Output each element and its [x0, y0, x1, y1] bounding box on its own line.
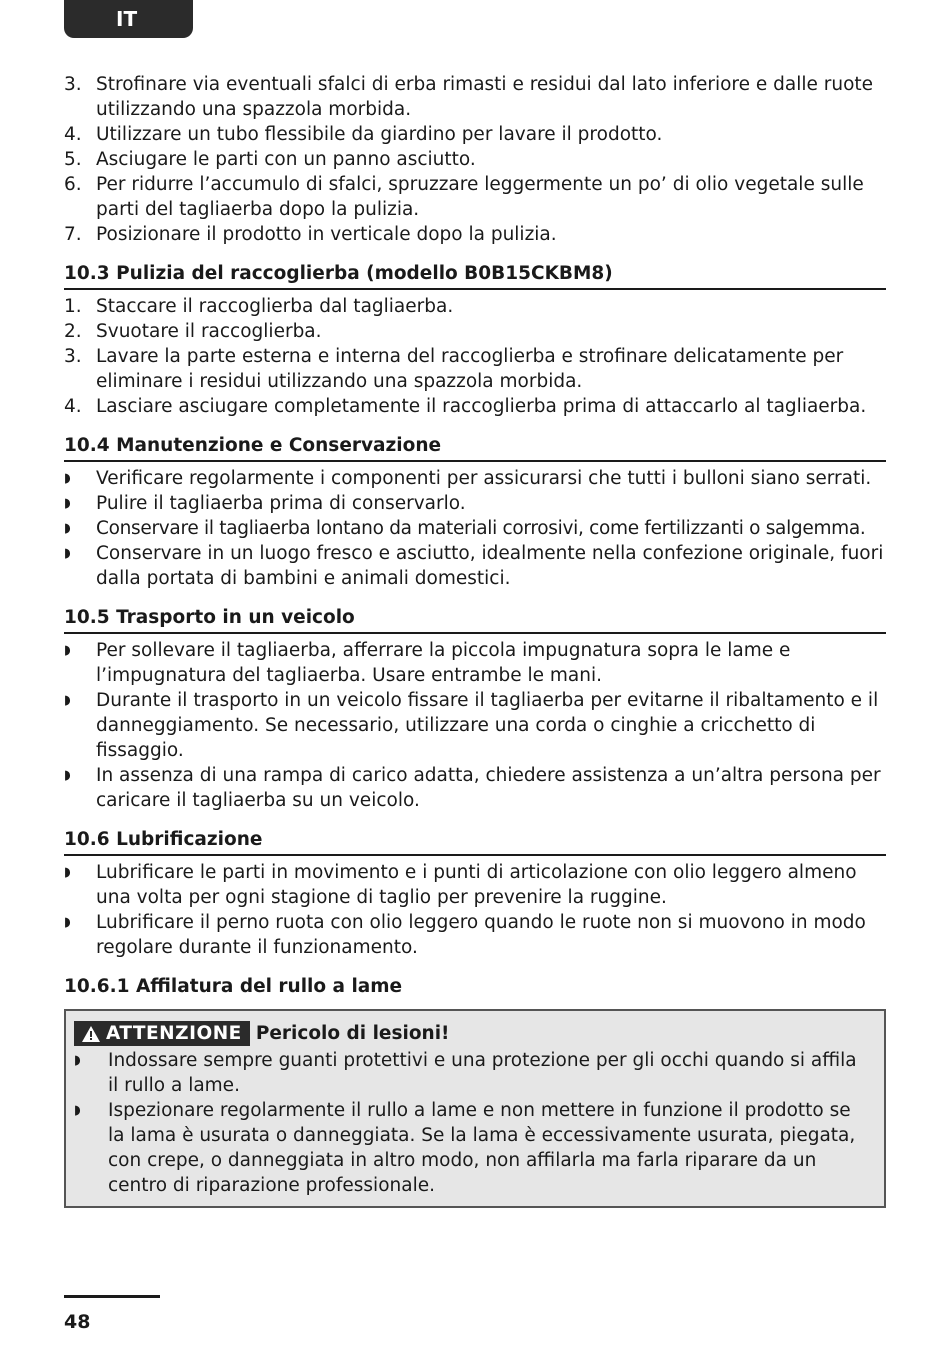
footer-rule — [64, 1295, 160, 1298]
list-item-text: Per sollevare il tagliaerba, afferrare la piccola impugnatura sopra le lame e l’impugnatura del tagliaerba. Usare entrambe le mani. — [96, 640, 791, 686]
list-number: 3. — [64, 346, 82, 367]
list-item — [64, 394, 886, 419]
warning-triangle-icon — [82, 1026, 100, 1042]
list-number: 1. — [64, 296, 82, 317]
list-item-text: Indossare sempre guanti protettivi e una protezione per gli occhi quando si affila il rullo a lame. — [108, 1050, 857, 1096]
list-item-text: Lubrificare il perno ruota con olio leggero quando le ruote non si muovono in modo regolare durante il funzionamento. — [96, 912, 866, 958]
list-item — [64, 122, 886, 147]
bullet-triangle-icon: ◗ — [64, 471, 71, 486]
list-item-text: Durante il trasporto in un veicolo fissare il tagliaerba per evitarne il ribaltamento e il danneggiamento. Se necessario, utilizzare una corda o cinghie a cricchetto di fissaggio. — [96, 690, 879, 761]
warning-header — [74, 1021, 870, 1046]
bullet-triangle-icon: ◗ — [64, 643, 71, 658]
list-item-text: Asciugare le parti con un panno asciutto. — [96, 149, 476, 170]
list-item-text: In assenza di una rampa di carico adatta, chiedere assistenza a un’altra persona per caricare il tagliaerba su un veicolo. — [96, 765, 881, 811]
list-number: 4. — [64, 396, 82, 417]
list-item — [64, 491, 886, 516]
section-10-3-list — [64, 294, 886, 419]
list-number: 3. — [64, 74, 82, 95]
list-item — [64, 541, 886, 591]
list-item — [64, 72, 886, 122]
section-10-4-list — [64, 466, 886, 591]
list-item-text: Posizionare il prodotto in verticale dopo la pulizia. — [96, 224, 557, 245]
cleaning-steps-list — [64, 72, 886, 247]
warning-title: Pericolo di lesioni! — [255, 1023, 450, 1044]
section-10-5-list — [64, 638, 886, 813]
bullet-triangle-icon: ◗ — [64, 915, 71, 930]
page-number: 48 — [64, 1311, 91, 1333]
list-number: 7. — [64, 224, 82, 245]
subsection-heading-10-6-1: 10.6.1 Affilatura del rullo a lame — [64, 976, 403, 997]
section-heading-10-4: 10.4 Manutenzione e Conservazione — [64, 433, 886, 462]
list-item-text: Verificare regolarmente i componenti per assicurarsi che tutti i bulloni siano serrati. — [96, 468, 872, 489]
list-item-text: Strofinare via eventuali sfalci di erba rimasti e residui dal lato inferiore e dalle ruote utilizzando una spazzola morbida. — [96, 74, 874, 120]
bullet-triangle-icon: ◗ — [64, 546, 71, 561]
list-item — [64, 688, 886, 763]
list-item — [64, 466, 886, 491]
list-item — [74, 1048, 870, 1098]
bullet-triangle-icon: ◗ — [74, 1053, 81, 1068]
section-heading-10-3: 10.3 Pulizia del raccoglierba (modello B0B15CKBM8) — [64, 261, 886, 290]
list-item — [64, 319, 886, 344]
page-content — [64, 72, 886, 1208]
list-item — [64, 344, 886, 394]
list-item-text: Lubrificare le parti in movimento e i punti di articolazione con olio leggero almeno una volta per ogni stagione di taglio per prevenire la ruggine. — [96, 862, 857, 908]
language-tab: IT — [64, 0, 193, 38]
list-item-text: Utilizzare un tubo flessibile da giardino per lavare il prodotto. — [96, 124, 663, 145]
list-item — [64, 860, 886, 910]
warning-label — [74, 1021, 250, 1046]
list-item-text: Svuotare il raccoglierba. — [96, 321, 322, 342]
list-item — [64, 147, 886, 172]
list-item-text: Conservare il tagliaerba lontano da materiali corrosivi, come fertilizzanti o salgemma. — [96, 518, 866, 539]
list-item-text: Ispezionare regolarmente il rullo a lame e non mettere in funzione il prodotto se la lama è usurata o danneggiata. Se la lama è eccessivamente usurata, piegata, con crepe, o danneggiata in altro modo, non affilarla ma farla riparare da un centro di riparazione professionale. — [108, 1100, 856, 1196]
bullet-triangle-icon: ◗ — [64, 693, 71, 708]
list-number: 6. — [64, 174, 82, 195]
list-item-text: Staccare il raccoglierba dal tagliaerba. — [96, 296, 454, 317]
list-item-text: Per ridurre l’accumulo di sfalci, spruzzare leggermente un po’ di olio vegetale sulle parti del tagliaerba dopo la pulizia. — [96, 174, 864, 220]
bullet-triangle-icon: ◗ — [64, 865, 71, 880]
list-item-text: Pulire il tagliaerba prima di conservarlo. — [96, 493, 466, 514]
bullet-triangle-icon: ◗ — [64, 496, 71, 511]
list-item-text: Lasciare asciugare completamente il raccoglierba prima di attaccarlo al tagliaerba. — [96, 396, 867, 417]
list-number: 2. — [64, 321, 82, 342]
warning-label-text: ATTENZIONE — [106, 1023, 242, 1044]
list-item — [64, 222, 886, 247]
list-item — [64, 172, 886, 222]
list-item — [64, 638, 886, 688]
list-item — [64, 910, 886, 960]
warning-box — [64, 1009, 886, 1208]
list-item — [74, 1098, 870, 1198]
bullet-triangle-icon: ◗ — [74, 1103, 81, 1118]
list-item-text: Lavare la parte esterna e interna del raccoglierba e strofinare delicatamente per eliminare i residui utilizzando una spazzola morbida. — [96, 346, 844, 392]
list-item-text: Conservare in un luogo fresco e asciutto, idealmente nella confezione originale, fuori dalla portata di bambini e animali domestici. — [96, 543, 884, 589]
list-item — [64, 294, 886, 319]
list-number: 5. — [64, 149, 82, 170]
list-item — [64, 516, 886, 541]
section-10-6-list — [64, 860, 886, 960]
bullet-triangle-icon: ◗ — [64, 768, 71, 783]
list-item — [64, 763, 886, 813]
section-heading-10-5: 10.5 Trasporto in un veicolo — [64, 605, 886, 634]
list-number: 4. — [64, 124, 82, 145]
section-heading-10-6: 10.6 Lubrificazione — [64, 827, 886, 856]
bullet-triangle-icon: ◗ — [64, 521, 71, 536]
